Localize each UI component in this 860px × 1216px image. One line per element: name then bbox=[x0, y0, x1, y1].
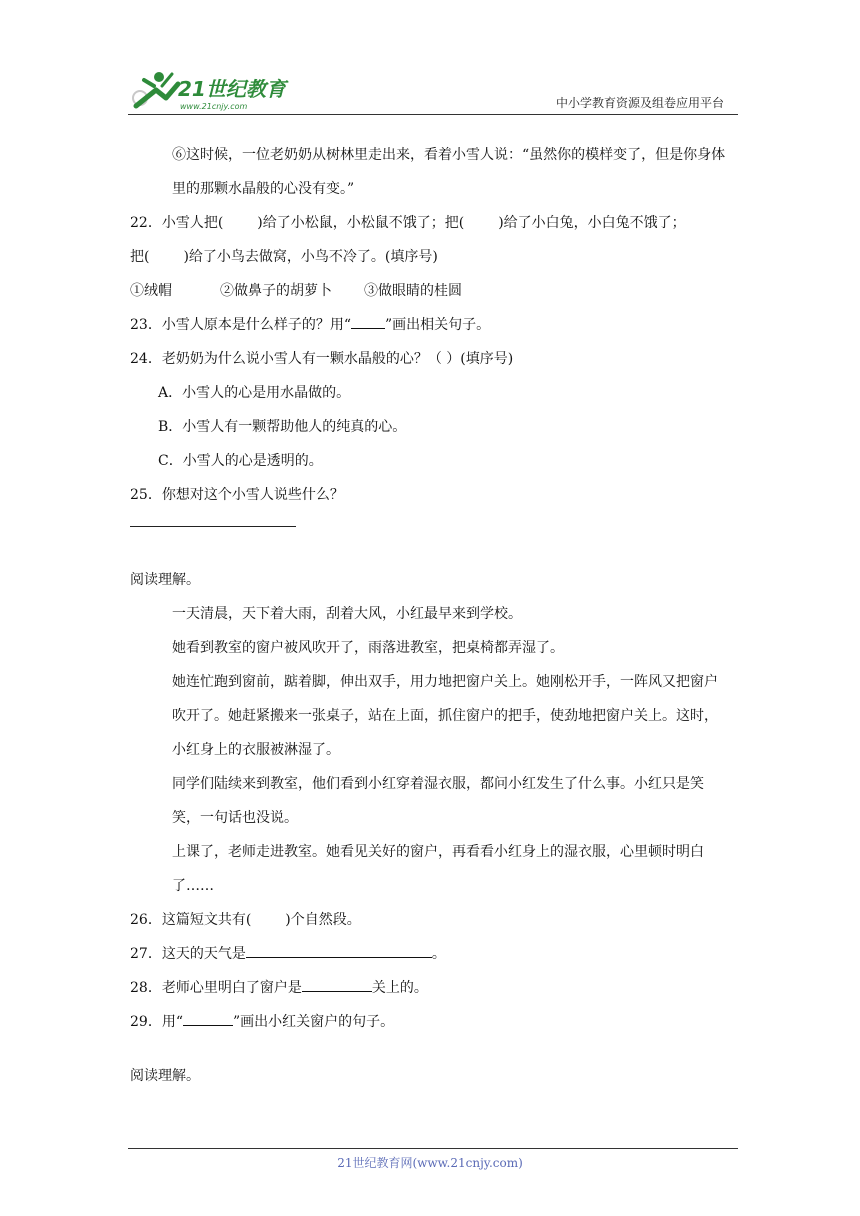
footer-divider bbox=[128, 1148, 738, 1149]
question-27: 27．这天的天气是 。 bbox=[130, 937, 730, 971]
option-c: C．小雪人的心是透明的。 bbox=[158, 453, 323, 469]
passage2-paragraph: 同学们陆续来到教室，他们看到小红穿着湿衣服，都问小红发生了什么事。小红只是笑笑，一句话也没说。 bbox=[172, 776, 704, 826]
logo-text: 21世纪教育 bbox=[178, 77, 286, 101]
question-22-line1: 22．小雪人把( )给了小松鼠，小松鼠不饿了；把( )给了小白兔，小白兔不饿了； bbox=[130, 215, 686, 231]
page-footer: 21世纪教育网(www.21cnjy.com) bbox=[337, 1156, 523, 1170]
passage1-paragraph: ⑥这时候，一位老奶奶从树林里走出来，看着小雪人说：“虽然你的模样变了，但是你身体里的那颗水晶般的心没有变。” bbox=[172, 147, 726, 197]
page-header bbox=[128, 64, 738, 114]
section-title: 阅读理解。 bbox=[130, 572, 200, 588]
answer-line bbox=[130, 526, 296, 527]
passage2-paragraph: 上课了，老师走进教室。她看见关好的窗户，再看看小红身上的湿衣服，心里顿时明白了…… bbox=[172, 844, 704, 894]
section-title: 阅读理解。 bbox=[130, 1068, 200, 1084]
passage2-paragraph: 她连忙跑到窗前，踮着脚，伸出双手，用力地把窗户关上。她刚松开手，一阵风又把窗户吹开了。她赶紧搬来一张桌子，站在上面，抓住窗户的把手，使劲地把窗户关上。这时，小红身上的衣服被淋湿了。 bbox=[172, 674, 718, 758]
logo-21cnjy bbox=[128, 68, 298, 112]
passage2-paragraph: 她看到教室的窗户被风吹开了，雨落进教室，把桌椅都弄湿了。 bbox=[172, 640, 564, 656]
question-23: 23．小雪人原本是什么样子的？用“ ”画出相关句子。 bbox=[130, 308, 730, 342]
document-body bbox=[130, 138, 730, 1093]
question-25: 25．你想对这个小雪人说些什么？ bbox=[130, 487, 344, 503]
question-22-line2: 把( )给了小鸟去做窝，小鸟不冷了。(填序号) bbox=[130, 249, 438, 265]
logo-url: www.21cnjy.com bbox=[180, 102, 248, 111]
header-divider bbox=[128, 114, 738, 115]
platform-name: 中小学教育资源及组卷应用平台 bbox=[555, 96, 724, 110]
passage2-paragraph: 一天清晨，天下着大雨，刮着大风，小红最早来到学校。 bbox=[172, 606, 522, 622]
option-b: B．小雪人有一颗帮助他人的纯真的心。 bbox=[158, 419, 407, 435]
question-24: 24．老奶奶为什么说小雪人有一颗水晶般的心？（ ）(填序号) bbox=[130, 351, 514, 367]
option-a: A．小雪人的心是用水晶做的。 bbox=[158, 385, 351, 401]
question-28: 28．老师心里明白了窗户是 关上的。 bbox=[130, 971, 730, 1005]
question-26: 26．这篇短文共有( )个自然段。 bbox=[130, 912, 361, 928]
question-22-options: ①绒帽 ②做鼻子的胡萝卜 ③做眼睛的桂圆 bbox=[130, 283, 462, 299]
question-29: 29．用“ ”画出小红关窗户的句子。 bbox=[130, 1005, 730, 1039]
